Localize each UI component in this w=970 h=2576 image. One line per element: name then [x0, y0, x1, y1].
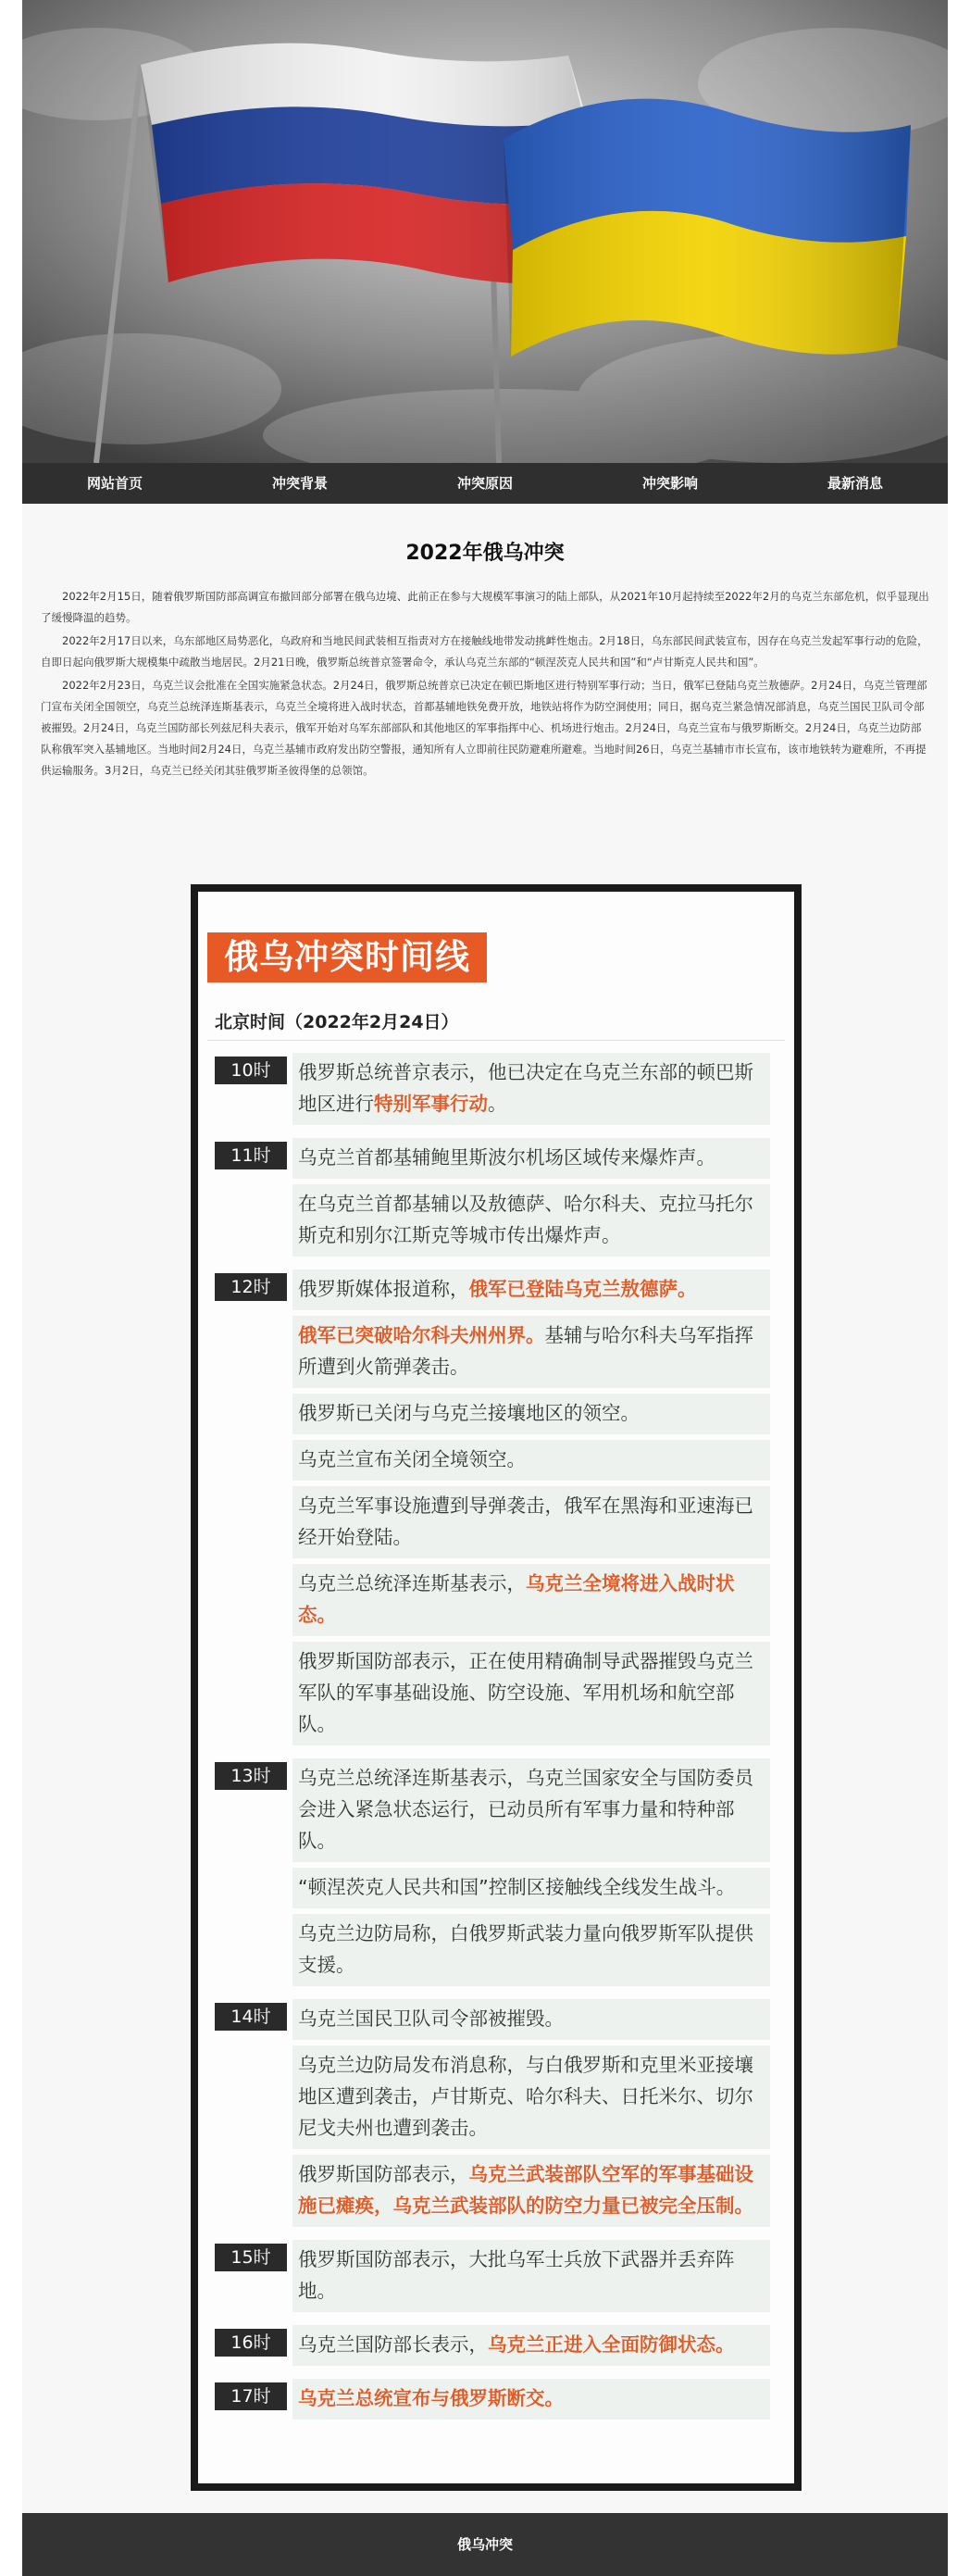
hour-tag: 16时 — [215, 2329, 287, 2357]
timeline-hour-block — [215, 2240, 770, 2312]
entry-text: 基辅与哈尔科夫乌军指挥所遭到火箭弹袭击。 — [298, 1324, 753, 1378]
flags-image — [22, 0, 948, 463]
hour-entries — [292, 1053, 770, 1125]
entry-text: 俄罗斯已关闭与乌克兰接壤地区的领空。 — [298, 1402, 640, 1424]
timeline-entry — [292, 2045, 770, 2149]
timeline-entry — [292, 1440, 770, 1481]
highlight-text: 乌克兰总统宣布与俄罗斯断交。 — [298, 2387, 564, 2409]
entry-text: 俄罗斯总统普京表示，他已决定在乌克兰东部的顿巴斯地区进行 — [298, 1061, 753, 1115]
highlight-text: 俄军已登陆乌克兰敖德萨。 — [468, 1278, 697, 1300]
timeline-entry — [292, 1184, 770, 1257]
timeline-entry — [292, 2155, 770, 2227]
entry-text: 在乌克兰首都基辅以及敖德萨、哈尔科夫、克拉马托尔斯克和别尔江斯克等城市传出爆炸声。 — [298, 1193, 753, 1246]
hour-tag: 12时 — [215, 1273, 287, 1301]
article-title: 2022年俄乌冲突 — [405, 542, 565, 565]
timeline-entry — [292, 2240, 770, 2312]
page — [22, 0, 948, 2576]
entry-text: 乌克兰总统泽连斯基表示，乌克兰国家安全与国防委员会进入紧急状态运行，已动员所有军事力量和特种部队。 — [298, 1767, 753, 1852]
timeline-entry — [292, 1053, 770, 1125]
article-paragraph: 2022年2月23日，乌克兰议会批准在全国实施紧急状态。2月24日，俄罗斯总统普京已决定在顿巴斯地区进行特别军事行动；当日，俄军已登陆乌克兰敖德萨。2月24日，乌克兰管理部门宣布关闭全国领空，乌克兰总统泽连斯基表示，乌克兰全境将进入战时状态，首都基辅地铁免费开放，地铁站将作为防空洞使用；同日，据乌克兰紧急情况部消息，乌克兰国民卫队司令部被摧毁。2月24日，乌克兰国防部长列兹尼科夫表示，俄军开始对乌军东部部队和其他地区的军事指挥中心、机场进行炮击。2月24日，乌克兰宣布与俄罗斯断交。2月24日，乌克兰边防部队称俄军突入基辅地区。当地时间2月24日，乌克兰基辅市政府发出防空警报，通知所有人立即前往民防避难所避难。当地时间26日，乌克兰基辅市市长宣布，该市地铁转为避难所，不再提供运输服务。3月2日，乌克兰已经关闭其驻俄罗斯圣彼得堡的总领馆。 — [41, 679, 927, 777]
hour-tag: 11时 — [215, 1142, 287, 1169]
timeline-header: 俄乌冲突时间线 — [207, 932, 487, 982]
highlight-text: 特别军事行动 — [374, 1093, 488, 1115]
divider — [207, 1040, 785, 1041]
timeline-entry — [292, 1138, 770, 1179]
highlight-text: 俄军已突破哈尔科夫州州界。 — [298, 1324, 545, 1346]
entry-text: 乌克兰军事设施遭到导弹袭击，俄军在黑海和亚速海已经开始登陆。 — [298, 1494, 753, 1548]
hour-entries — [292, 1138, 770, 1257]
entry-text: 乌克兰首都基辅鲍里斯波尔机场区域传来爆炸声。 — [298, 1146, 715, 1169]
footer: 俄乌冲突 — [22, 2513, 948, 2576]
timeline-hour-block — [215, 1053, 770, 1125]
hour-entries — [292, 2325, 770, 2366]
timeline-entry — [292, 1758, 770, 1862]
timeline-hour-block — [215, 1269, 770, 1745]
entry-text: 乌克兰边防局发布消息称，与白俄罗斯和克里米亚接壤地区遭到袭击，卢甘斯克、哈尔科夫、日托米尔、切尔尼戈夫州也遭到袭击。 — [298, 2054, 753, 2139]
entry-text: 乌克兰国防部长表示， — [298, 2333, 488, 2356]
timeline-entry — [292, 1486, 770, 1558]
article-paragraph: 2022年2月15日，随着俄罗斯国防部高调宣布撤回部分部署在俄乌边境、此前正在参与大规模军事演习的陆上部队，从2021年10月起持续至2022年2月的乌克兰东部危机，似乎显现出了缓慢降温的趋势。 — [41, 590, 929, 624]
timeline-entry — [292, 1914, 770, 1986]
hour-tag: 17时 — [215, 2382, 287, 2410]
nav-item-home[interactable]: 网站首页 — [86, 475, 143, 492]
hero-banner — [22, 0, 948, 463]
nav-item-impact[interactable]: 冲突影响 — [641, 475, 698, 492]
entry-text: 乌克兰国民卫队司令部被摧毁。 — [298, 2007, 564, 2030]
ukraine-flag — [504, 99, 911, 356]
timeline-entry — [292, 1868, 770, 1908]
article-paragraph: 2022年2月17日以来，乌东部地区局势恶化，乌政府和当地民间武装相互指责对方在接触线地带发动挑衅性炮击。2月18日，乌东部民间武装宣布，因存在乌克兰发起军事行动的危险，自即日起向俄罗斯大规模集中疏散当地居民。2月21日晚，俄罗斯总统普京签署命令，承认乌克兰东部的“顿涅茨克人民共和国”和“卢甘斯克人民共和国”。 — [41, 634, 928, 669]
entry-text: 俄罗斯国防部表示，正在使用精确制导武器摧毁乌克兰军队的军事基础设施、防空设施、军用机场和航空部队。 — [298, 1650, 753, 1735]
timeline-entry — [292, 1316, 770, 1388]
hour-entries — [292, 2379, 770, 2420]
timeline-hours — [215, 1053, 770, 2432]
article — [22, 504, 948, 883]
timeline-hour-block — [215, 1999, 770, 2227]
timeline-entry — [292, 1564, 770, 1636]
entry-text: “顿涅茨克人民共和国”控制区接触线全线发生战斗。 — [298, 1876, 736, 1898]
timeline-entry — [292, 2325, 770, 2366]
timeline-infographic — [191, 884, 802, 2491]
entry-text: 俄罗斯国防部表示， — [298, 2163, 469, 2185]
hour-entries — [292, 1269, 770, 1745]
timeline-hour-block — [215, 1758, 770, 1986]
entry-text: 乌克兰边防局称，白俄罗斯武装力量向俄罗斯军队提供支援。 — [298, 1922, 753, 1976]
timeline-hour-block — [215, 2325, 770, 2366]
hour-tag: 13时 — [215, 1762, 287, 1790]
highlight-text: 乌克兰武装部队空军的军事基础设施已瘫痪，乌克兰武装部队的防空力量已被完全压制。 — [298, 2163, 753, 2217]
entry-text: 俄罗斯媒体报道称， — [298, 1278, 469, 1300]
hour-entries — [292, 1999, 770, 2227]
main-nav — [22, 463, 948, 504]
hour-tag: 10时 — [215, 1057, 287, 1084]
timeline-entry — [292, 1999, 770, 2040]
timeline-entry — [292, 1394, 770, 1434]
timeline-hour-block — [215, 1138, 770, 1257]
timeline-hour-block — [215, 2379, 770, 2420]
entry-text: 。 — [488, 1093, 507, 1115]
nav-item-causes[interactable]: 冲突原因 — [456, 475, 513, 492]
timeline-subtitle: 北京时间（2022年2月24日） — [215, 1012, 459, 1032]
hour-entries — [292, 1758, 770, 1986]
nav-item-news[interactable]: 最新消息 — [827, 475, 883, 492]
timeline-entry — [292, 2379, 770, 2420]
highlight-text: 乌克兰正进入全面防御状态。 — [488, 2333, 735, 2356]
entry-text: 乌克兰总统泽连斯基表示， — [298, 1572, 526, 1594]
highlight-text: 乌克兰全境将进入战时状态。 — [298, 1572, 735, 1626]
hour-tag: 15时 — [215, 2244, 287, 2271]
entry-text: 俄罗斯国防部表示，大批乌军士兵放下武器并丢弃阵地。 — [298, 2248, 735, 2302]
entry-text: 乌克兰宣布关闭全境领空。 — [298, 1448, 526, 1470]
nav-item-background[interactable]: 冲突背景 — [271, 475, 328, 492]
hour-tag: 14时 — [215, 2003, 287, 2031]
hour-entries — [292, 2240, 770, 2312]
timeline-entry — [292, 1642, 770, 1745]
timeline-entry — [292, 1269, 770, 1310]
